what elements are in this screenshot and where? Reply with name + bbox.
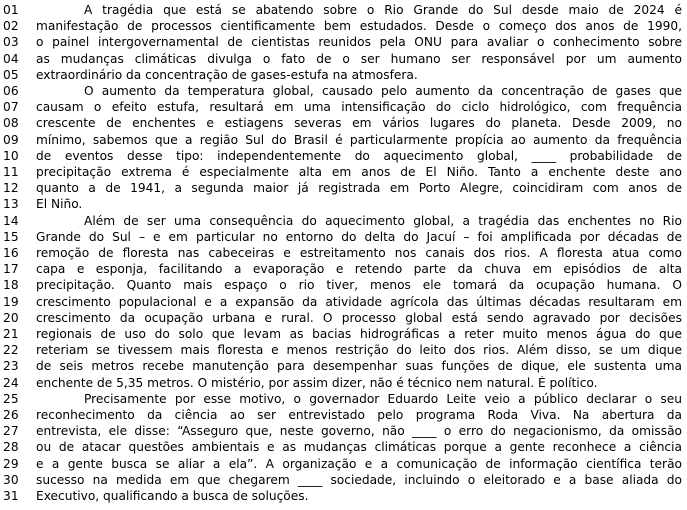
line-text: ou de atacar questões ambientais e as mudanças climáticas porque a gente reconhece a ciência [36,440,682,455]
line-text: manifestação de processos cientificamente bem estudados. Desde o começo dos anos de 1990, [36,19,682,34]
line-text: El Niño. [36,197,83,212]
text-line [0,326,687,342]
text-line [0,456,687,472]
text-line [0,229,687,245]
text-line [0,115,687,131]
line-number: 23 [3,359,19,374]
line-number: 10 [3,148,19,163]
line-number: 30 [3,472,19,487]
text-line [0,34,687,50]
text-line [0,423,687,439]
line-number: 25 [3,391,19,406]
text-line [0,261,687,277]
text-line [0,67,687,83]
line-text: mínimo, sabemos que a região Sul do Brasil é particularmente propícia ao aumento da frequência [36,132,682,147]
line-text: remoção de floresta nas cabeceiras e estreitamento nos canais dos rios. A floresta atua como [36,246,682,261]
text-line [0,407,687,423]
text-line [0,2,687,18]
line-text: enchente de 5,35 metros. O mistério, por assim dizer, não é técnico nem natural. É político. [36,375,598,390]
line-text: capa e esponja, facilitando a evaporação e retendo parte da chuva em episódios de alta [36,262,682,277]
text-line [0,164,687,180]
line-number: 02 [3,19,19,34]
line-number: 17 [3,262,19,277]
line-text: as mudanças climáticas divulga o fato de o ser humano ser responsável por um aumento [36,51,682,66]
line-text: e a gente busca se aliar a ela”. A organização e a comunicação de informação científica terão [36,456,682,471]
line-text: sucesso na medida em que chegarem ____ sociedade, incluindo o eleitorado e a base aliada do [36,472,682,487]
line-text: A tragédia que está se abatendo sobre o Rio Grande do Sul desde maio de 2024 é [84,3,682,18]
text-line [0,391,687,407]
line-text: entrevista, ele disse: “Asseguro que, neste governo, não ____ o erro do negacionismo, da omissão [36,424,682,439]
text-line [0,488,687,504]
text-line [0,245,687,261]
line-text: Além de ser uma consequência do aquecimento global, a tragédia das enchentes no Rio [84,213,682,228]
text-line [0,51,687,67]
line-number: 27 [3,424,19,439]
line-number: 09 [3,132,19,147]
line-number: 08 [3,116,19,131]
line-number: 24 [3,375,19,390]
line-text: precipitação. Quanto mais espaço o rio tiver, menos ele tomará da ocupação humana. O [36,278,682,293]
line-number: 01 [3,3,19,18]
text-line [0,196,687,212]
line-text: extraordinário da concentração de gases-estufa na atmosfera. [36,67,418,82]
line-number: 18 [3,278,19,293]
line-text: crescimento da ocupação urbana e rural. O processo global está sendo agravado por decisões [36,310,682,325]
line-number: 04 [3,51,19,66]
text-line [0,277,687,293]
line-number: 21 [3,327,19,342]
line-number: 06 [3,84,19,99]
text-line [0,99,687,115]
line-number: 15 [3,229,19,244]
text-line [0,294,687,310]
line-number: 03 [3,35,19,50]
text-line [0,18,687,34]
line-number: 07 [3,100,19,115]
line-text: Grande do Sul – e em particular no entorno do delta do Jacuí – foi amplificada por décadas de [36,229,682,244]
line-text: Executivo, qualificando a busca de soluções. [36,489,309,504]
line-text: crescimento populacional e a expansão da atividade agrícola das últimas décadas resultaram em [36,294,682,309]
line-text: causam o efeito estufa, resultará em uma intensificação do ciclo hidrológico, com frequência [36,100,682,115]
line-text: crescente de enchentes e estiagens severas em vários lugares do planeta. Desde 2009, no [36,116,682,131]
line-number: 22 [3,343,19,358]
line-number: 28 [3,440,19,455]
text-line [0,375,687,391]
line-number: 31 [3,489,19,504]
line-number: 11 [3,165,19,180]
line-text: o painel intergovernamental de cientistas reunidos pela ONU para avaliar o conhecimento sobre [36,35,682,50]
line-number: 14 [3,213,19,228]
line-text: reconhecimento da ciência ao ser entrevistado pelo programa Roda Viva. Na abertura da [36,408,682,423]
text-line [0,132,687,148]
line-text: de seis metros recebe manutenção para desempenhar suas funções de dique, ele sustenta uma [36,359,682,374]
line-number: 20 [3,310,19,325]
text-line [0,83,687,99]
text-line [0,213,687,229]
line-text: Precisamente por esse motivo, o governador Eduardo Leite veio a público declarar o seu [84,391,682,406]
text-line [0,358,687,374]
line-text: quanto a de 1941, a segunda maior já registrada em Porto Alegre, coincidiram com anos de [36,181,682,196]
text-line [0,180,687,196]
line-number: 05 [3,67,19,82]
line-number: 29 [3,456,19,471]
text-line [0,310,687,326]
line-number: 16 [3,246,19,261]
line-text: O aumento da temperatura global, causado pelo aumento da concentração de gases que [84,84,682,99]
text-line [0,342,687,358]
line-number: 13 [3,197,19,212]
line-number: 12 [3,181,19,196]
line-text: reteriam se tivessem mais floresta e menos restrição do leito dos rios. Além disso, se um dique [36,343,682,358]
line-text: de eventos desse tipo: independentemente do aquecimento global, ____ probabilidade de [36,148,682,163]
line-text: regionais de uso do solo que levam as bacias hidrográficas a reter muito menos água do que [36,327,682,342]
text-line [0,439,687,455]
line-number: 19 [3,294,19,309]
text-line [0,148,687,164]
text-line [0,472,687,488]
line-text: precipitação extrema é especialmente alta em anos de El Niño. Tanto a enchente deste ano [36,165,682,180]
line-number: 26 [3,408,19,423]
